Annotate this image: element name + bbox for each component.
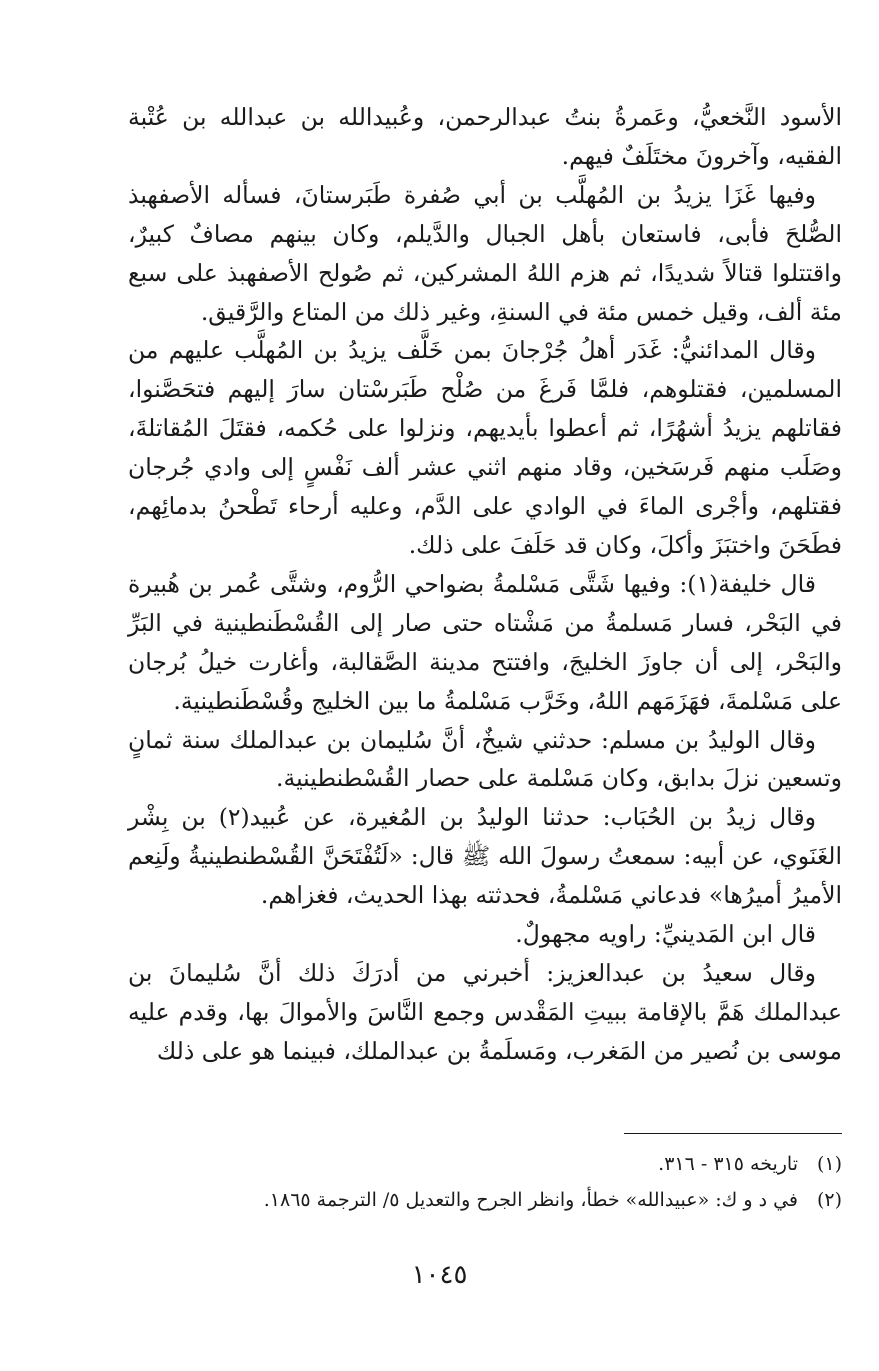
footnotes [82,1146,842,1218]
footnote-item [82,1146,842,1182]
paragraph-7: قال ابن المَدينيِّ: راويه مجهولٌ. [515,920,816,949]
paragraph-8: وقال سعيدُ بن عبدالعزيز: أخبرني من أدرَكَ ذلك أنَّ سُليمانَ بن عبدالملك هَمَّ بالإقامة ببيتِ المَقْدس وجمع النَّاسَ والأموالَ بها، وقدم عليه موسى بن نُصير من المَغرب، ومَسلَمةُ بن عبدالملك، فبينما هو على ذلك [128,958,842,1065]
paragraph-6: وقال زيدُ بن الحُبَاب: حدثنا الوليدُ بن المُغيرة، عن عُبيد(٢) بن بِشْر الغَنَوي، عن أبيه: سمعتُ رسولَ الله ﷺ قال: «لَتُفْتَحَنَّ القُسْطنطينيةُ ولَنِعم الأميرُ أميرُها» فدعاني مَسْلمةُ، فحدثته بهذا الحديث، فغزاهم. [128,803,842,910]
footnote-text: تاريخه ٣١٥ - ٣١٦. [658,1153,798,1175]
footnote-item [82,1182,842,1218]
paragraph-4: قال خليفة(١): وفيها شَتَّى مَسْلمةُ بضواحي الرُّوم، وشتَّى عُمر بن هُبيرة في البَحْر، فسار مَسلمةُ من مَشْتاه حتى صار إلى القُسْطَنطينية في البَرِّ والبَحْر، إلى أن جاوزَ الخليجَ، وافتتح مدينة الصَّقالبة، وأغارت خيلُ بُرجان على مَسْلمةَ، فهَزَمَهم اللهُ، وخَرَّب مَسْلمةُ ما بين الخليج وقُسْطَنطينية. [128,569,842,715]
footnote-divider [624,1133,842,1134]
footnote-text: في د و ك: «عبيدالله» خطأ، وانظر الجرح والتعديل ٥/ الترجمة ١٨٦٥. [263,1189,798,1211]
paragraph-2: وفيها غَزَا يزيدُ بن المُهلَّب بن أبي صُفرة طَبَرستانَ، فسأله الأصفهبذ الصُّلحَ فأبى، فاستعان بأهل الجبال والدَّيلم، وكان بينهم مصافٌ كبيرٌ، واقتتلوا قتالاً شديدًا، ثم هزم اللهُ المشركين، ثم صُولح الأصفهبذ على سبع مئة ألف، وقيل خمس مئة في السنةِ، وغير ذلك من المتاع والرَّقيق. [128,180,842,326]
main-text [128,98,842,1071]
paragraph-5: وقال الوليدُ بن مسلم: حدثني شيخٌ، أنَّ سُليمان بن عبدالملك سنة ثمانٍ وتسعين نزلَ بدابق، وكان مَسْلمة على حصار القُسْطنطينية. [128,725,842,793]
footnote-marker: (١) [816,1153,842,1175]
footnote-marker: (٢) [816,1189,842,1211]
page-number: ١٠٤٥ [411,1260,468,1290]
paragraph-1: الأسود النَّخعيُّ، وعَمرةُ بنتُ عبدالرحمن، وعُبيدالله بن عبدالله بن عُتْبة الفقيه، وآخرونَ مختَلَفٌ فيهم. [128,103,842,170]
paragraph-3: وقال المدائنيُّ: غَدَر أهلُ جُرْجانَ بمن خَلَّف يزيدُ بن المُهلَّب عليهم من المسلمين، فقتلوهم، فلمَّا فَرغَ من صُلْح طَبَرسْتان سارَ إليهم فتحَصَّنوا، فقاتلهم يزيدُ أشهُرًا، ثم أعطوا بأيديهم، ونزلوا على حُكمه، فقتَلَ المُقاتلةَ، وصَلَب منهم فَرسَخين، وقاد منهم اثني عشر ألف نَفْسٍ إلى وادي جُرجان فقتلهم، وأجْرى الماءَ في الوادي على الدَّم، وعليه أرحاء تَطْحنُ بدمائِهم، فطَحَنَ واختبَزَ وأكلَ، وكان قد حَلَفَ على ذلك. [128,336,842,559]
